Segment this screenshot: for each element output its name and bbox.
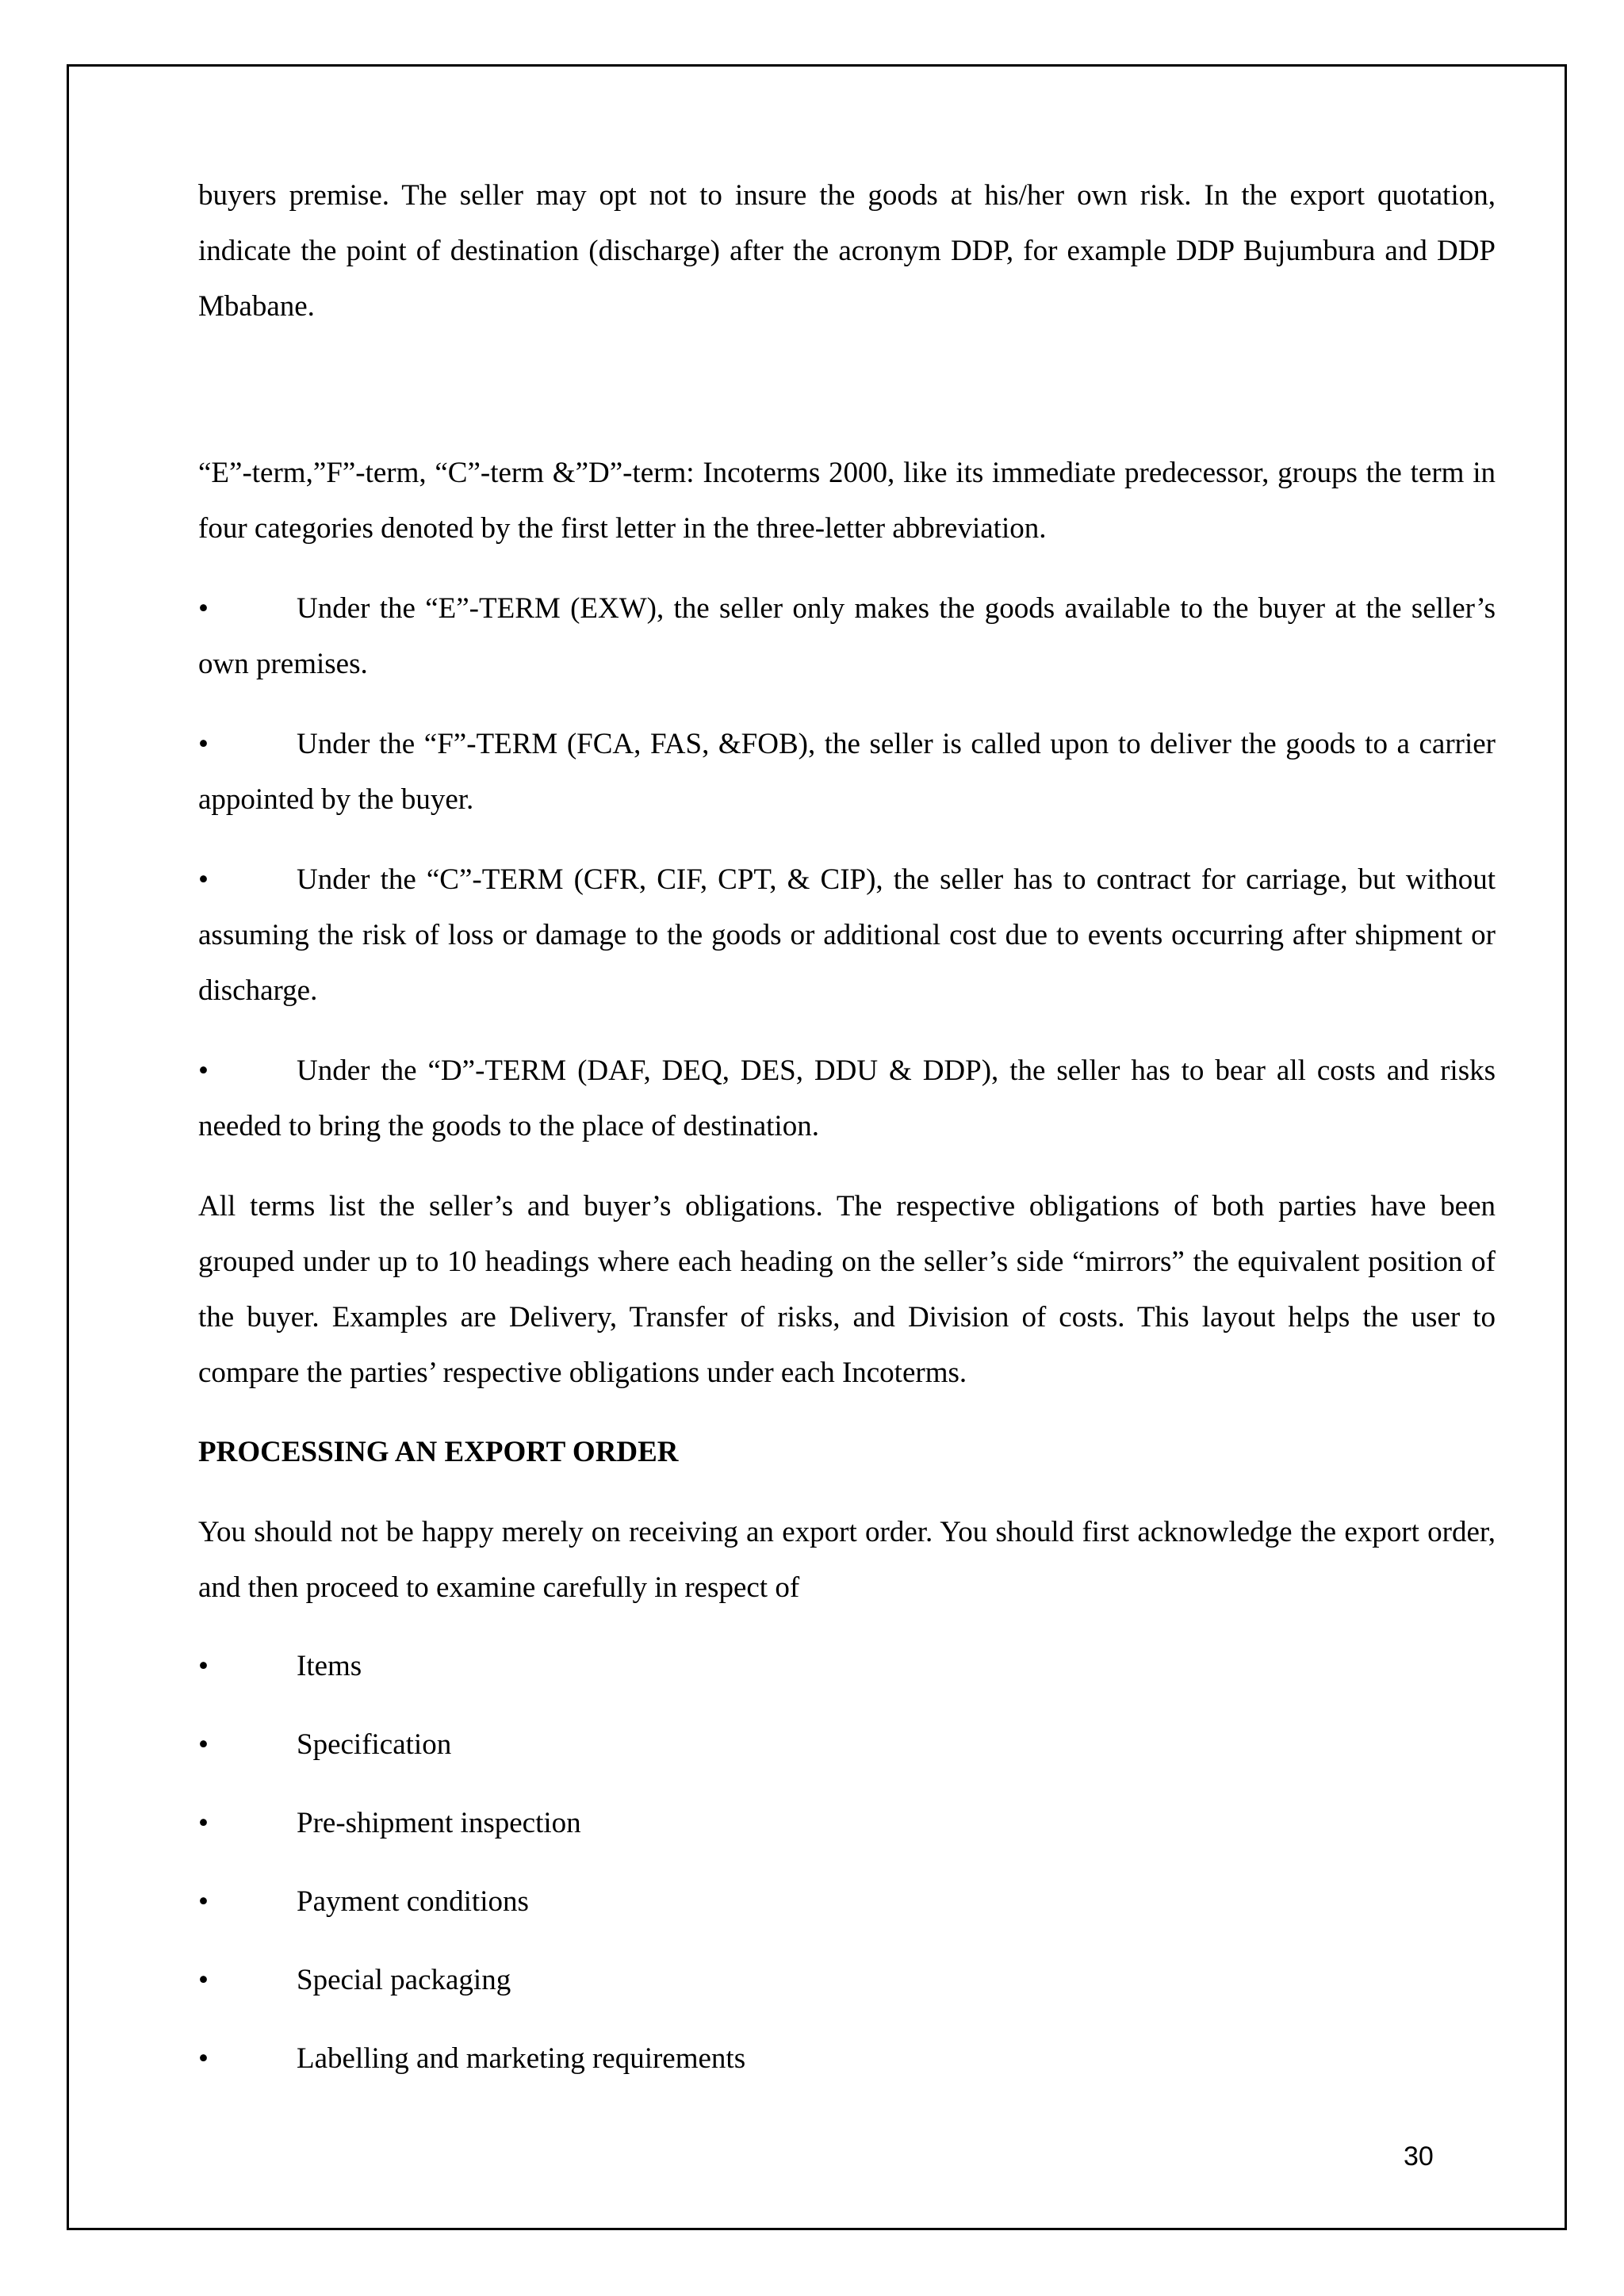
export-order-paragraph: You should not be happy merely on receiving an export order. You should first acknowledge the export order, and then proceed to examine carefully in respect of: [198, 1516, 1496, 1604]
document-body: [198, 168, 1496, 2110]
incoterms-categories-paragraph: “E”-term,”F”-term, “C”-term &”D”-term: Incoterms 2000, like its immediate predecessor, groups the term in four categories denoted by the first letter in the three-letter abbreviation.: [198, 457, 1496, 545]
checklist-item: [198, 2031, 1496, 2087]
list-item: [198, 717, 1496, 828]
bullet-text: Under the “E”-TERM (EXW), the seller only makes the goods available to the buyer at the seller’s own premises.: [198, 592, 1496, 680]
checklist-item: [198, 1639, 1496, 1694]
checklist-text: Payment conditions: [297, 1885, 529, 1918]
checklist-text: Specification: [297, 1728, 452, 1761]
bullet-marker: •: [198, 1728, 209, 1761]
bullet-marker: •: [198, 2042, 209, 2075]
list-item: [198, 581, 1496, 692]
bullet-text: Under the “D”-TERM (DAF, DEQ, DES, DDU & DDP), the seller has to bear all costs and risks needed to bring the goods to the place of destination.: [198, 1054, 1496, 1142]
bullet-marker: •: [198, 728, 209, 760]
list-item: [198, 1043, 1496, 1154]
checklist-text: Labelling and marketing requirements: [297, 2042, 746, 2075]
checklist-item: [198, 1874, 1496, 1930]
checklist-item: [198, 1953, 1496, 2008]
intro-paragraph: buyers premise. The seller may opt not to insure the goods at his/her own risk. In the export quotation, indicate the point of destination (discharge) after the acronym DDP, for example DDP Bujumbura and DDP Mbabane.: [198, 179, 1496, 323]
bullet-marker: •: [198, 863, 209, 896]
bullet-text: Under the “F”-TERM (FCA, FAS, &FOB), the seller is called upon to deliver the goods to a carrier appointed by the buyer.: [198, 728, 1496, 816]
checklist-item: [198, 1796, 1496, 1851]
checklist-text: Items: [297, 1650, 362, 1682]
list-item: [198, 852, 1496, 1019]
bullet-marker: •: [198, 592, 209, 625]
bullet-text: Under the “C”-TERM (CFR, CIF, CPT, & CIP), the seller has to contract for carriage, but without assuming the risk of loss or damage to the goods or additional cost due to events occurring after shipment or discharge.: [198, 863, 1496, 1007]
checklist-text: Pre-shipment inspection: [297, 1807, 581, 1839]
page-number: 30: [1404, 2141, 1434, 2172]
bullet-marker: •: [198, 1807, 209, 1839]
checklist-text: Special packaging: [297, 1964, 511, 1996]
bullet-marker: •: [198, 1054, 209, 1087]
bullet-marker: •: [198, 1885, 209, 1918]
obligations-paragraph: All terms list the seller’s and buyer’s obligations. The respective obligations of both parties have been grouped under up to 10 headings where each heading on the seller’s side “mirrors” the equivalent position of the buyer. Examples are Delivery, Transfer of risks, and Division of costs. This layout helps the user to compare the parties’ respective obligations under each Incoterms.: [198, 1190, 1496, 1389]
section-heading: PROCESSING AN EXPORT ORDER: [198, 1436, 679, 1468]
checklist-item: [198, 1717, 1496, 1773]
bullet-marker: •: [198, 1650, 209, 1682]
bullet-marker: •: [198, 1964, 209, 1996]
